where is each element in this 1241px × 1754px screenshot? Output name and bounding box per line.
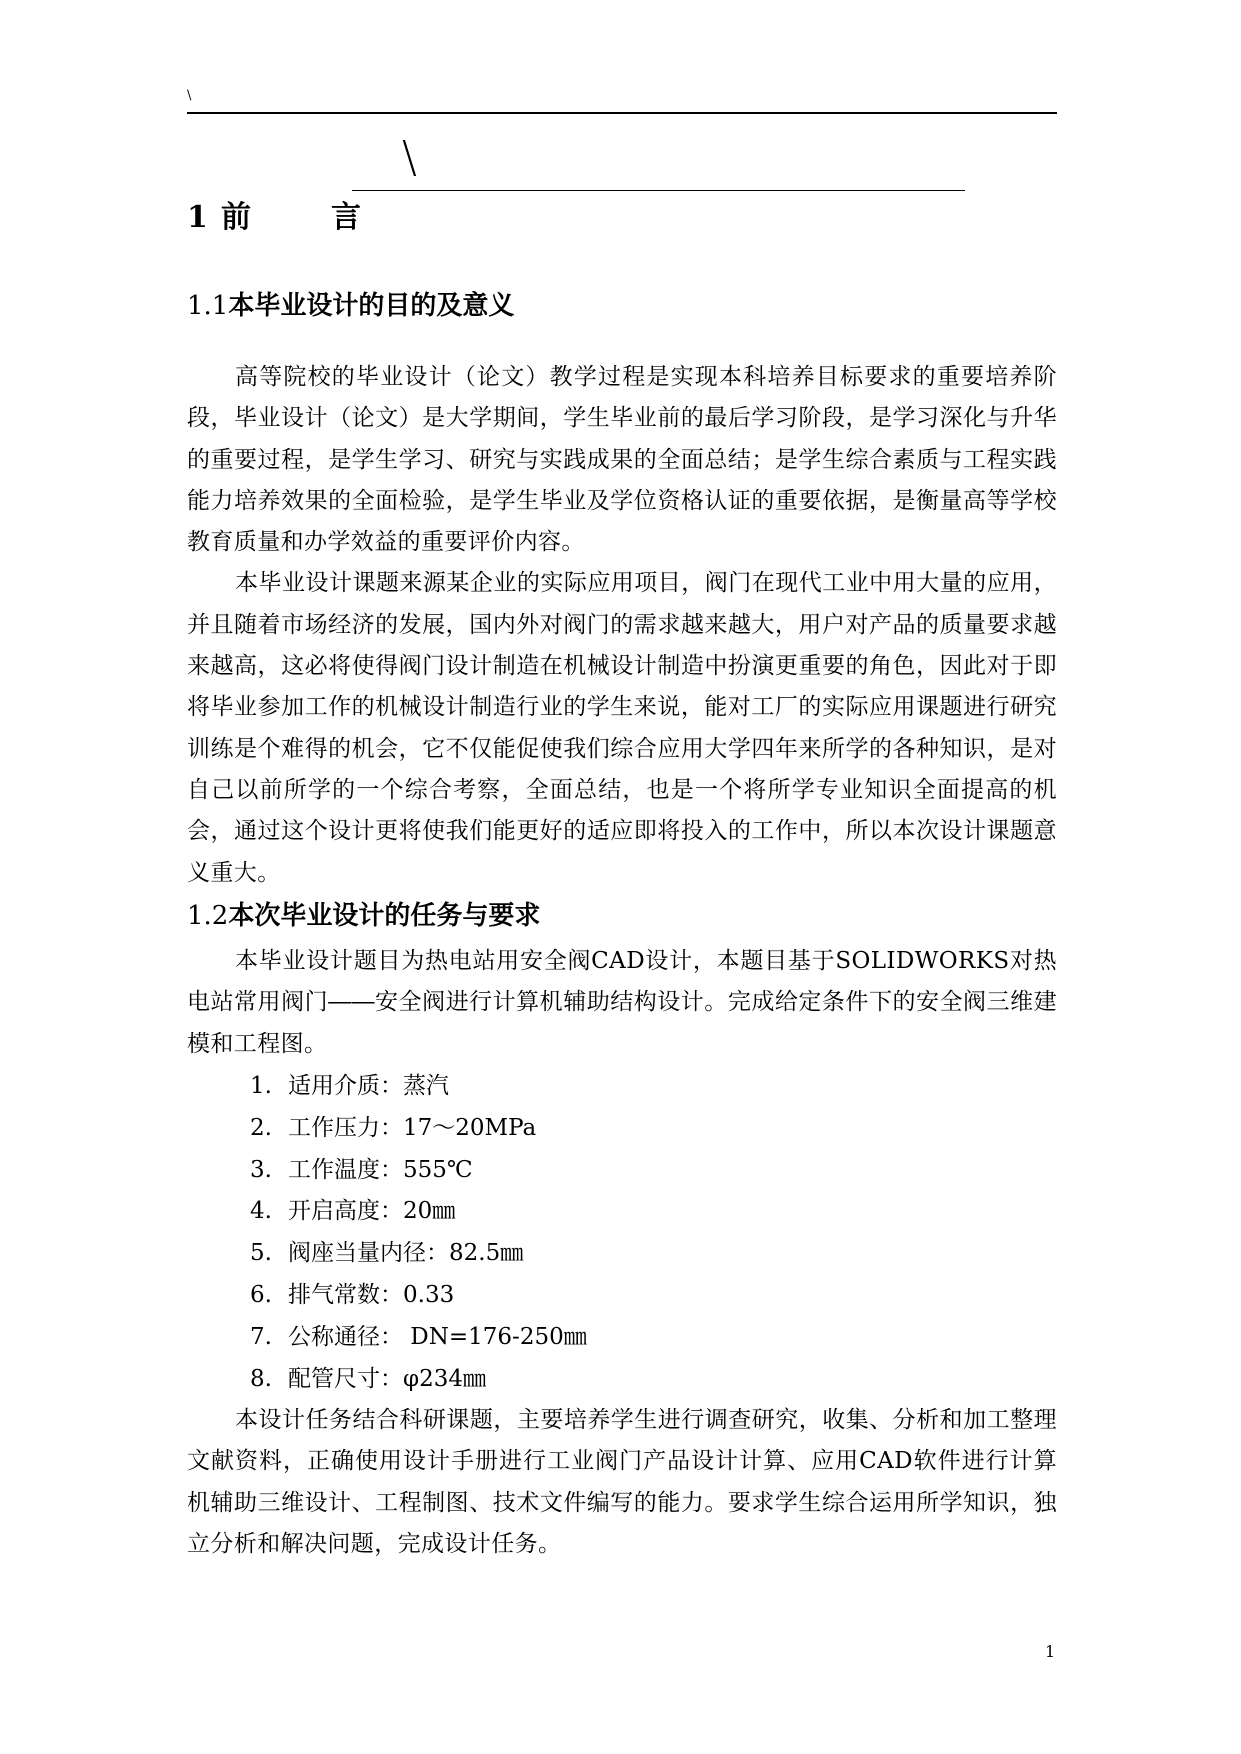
section-1-2-closing — [187, 1400, 1057, 1565]
list-item: 1. 适用介质：蒸汽 — [250, 1073, 449, 1099]
sub-rule — [352, 190, 965, 191]
section-1-2-intro — [187, 941, 1057, 1065]
section-1-1-body — [187, 357, 1057, 894]
list-item: 6. 排气常数：0.33 — [250, 1281, 455, 1308]
section-1-1-heading — [187, 286, 514, 326]
list-item: 4. 开启高度：20㎜ — [250, 1198, 456, 1225]
list-item: 7. 公称通径： DN=176-250㎜ — [250, 1323, 587, 1350]
section-1-2-number: 1.2 — [187, 901, 229, 931]
paragraph: 本毕业设计题目为热电站用安全阀CAD设计，本题目基于SOLIDWORKS对热电站常用阀门――安全阀进行计算机辅助结构设计。完成给定条件下的安全阀三维建模和工程图。 — [187, 948, 1057, 1057]
list-item: 3. 工作温度：555℃ — [250, 1156, 473, 1183]
sub-mark: \ — [402, 132, 417, 183]
paragraph: 高等院校的毕业设计（论文）教学过程是实现本科培养目标要求的重要培养阶段，毕业设计（论文）是大学期间，学生毕业前的最后学习阶段，是学习深化与升华的重要过程，是学生学习、研究与实践成果的全面总结；是学生综合素质与工程实践能力培养效果的全面检验，是学生毕业及学位资格认证的重要依据，是衡量高等学校教育质量和办学效益的重要评价内容。 — [187, 364, 1057, 556]
section-1-2-heading — [187, 896, 540, 936]
section-1-1-title: 本毕业设计的目的及意义 — [228, 291, 515, 321]
section-1-2-title: 本次毕业设计的任务与要求 — [228, 901, 541, 931]
paragraph: 本设计任务结合科研课题，主要培养学生进行调查研究，收集、分析和加工整理文献资料，正确使用设计手册进行工业阀门产品设计计算、应用CAD软件进行计算机辅助三维设计、工程制图、技术文件编写的能力。要求学生综合运用所学知识，独立分析和解决问题，完成设计任务。 — [187, 1407, 1057, 1557]
list-item: 8. 配管尺寸：φ234㎜ — [250, 1365, 487, 1392]
chapter-number: 1 — [187, 200, 208, 235]
header-mark: \ — [187, 88, 192, 103]
header-rule — [187, 112, 1057, 114]
list-item: 5. 阀座当量内径：82.5㎜ — [250, 1240, 524, 1267]
page-number: 1 — [1045, 1642, 1056, 1661]
paragraph: 本毕业设计课题来源某企业的实际应用项目，阀门在现代工业中用大量的应用，并且随着市场经济的发展，国内外对阀门的需求越来越大，用户对产品的质量要求越来越高，这必将使得阀门设计制造在机械设计制造中扮演更重要的角色，因此对于即将毕业参加工作的机械设计制造行业的学生来说，能对工厂的实际应用课题进行研究训练是个难得的机会，它不仅能促使我们综合应用大学四年来所学的各种知识，是对自己以前所学的一个综合考察，全面总结，也是一个将所学专业知识全面提高的机会，通过这个设计更将使我们能更好的适应即将投入的工作中，所以本次设计课题意义重大。 — [187, 570, 1057, 886]
list-item: 2. 工作压力：17～20MPa — [250, 1114, 537, 1141]
chapter-title-char-2: 言 — [331, 200, 361, 235]
design-parameter-list — [250, 1066, 587, 1400]
section-1-1-number: 1.1 — [187, 291, 229, 321]
chapter-title-char-1: 前 — [221, 200, 251, 235]
chapter-title — [187, 196, 361, 240]
